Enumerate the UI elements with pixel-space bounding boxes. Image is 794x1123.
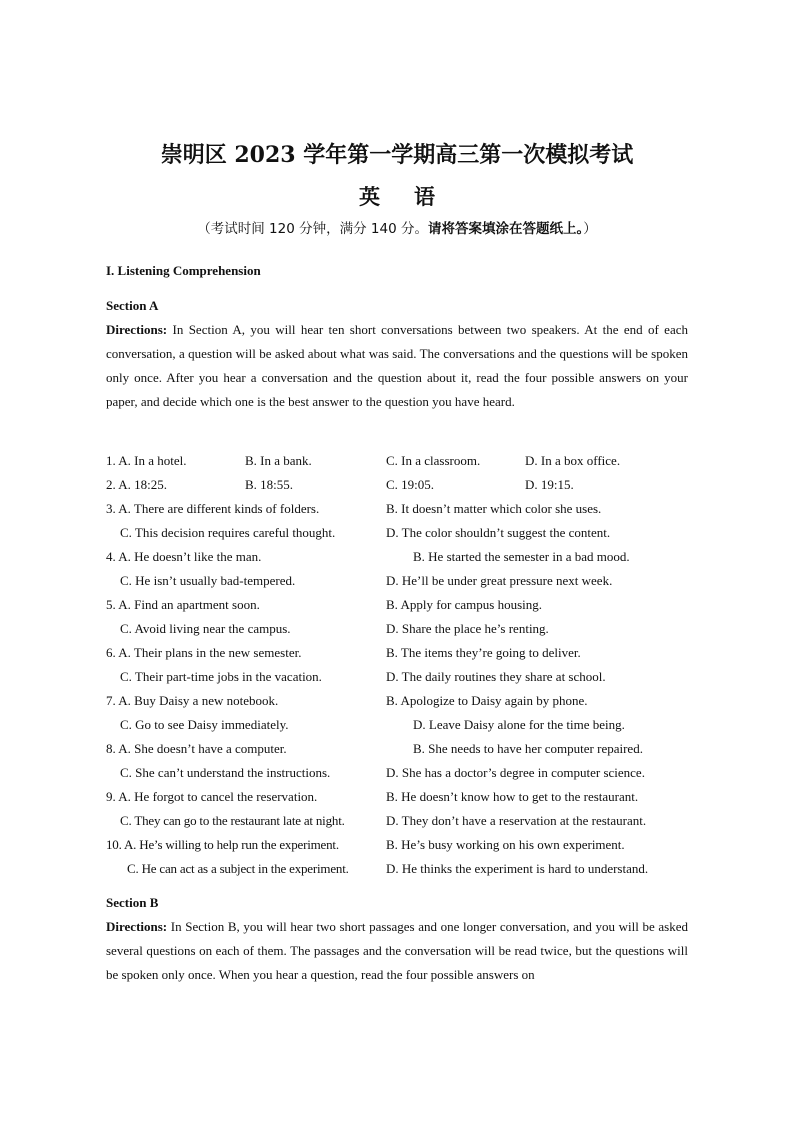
q6-option-a: 6. A. Their plans in the new semester. (106, 645, 302, 660)
q4-option-b: B. He started the semester in a bad mood. (413, 549, 630, 564)
q2-option-d: D. 19:15. (525, 477, 574, 492)
q3-option-a: 3. A. There are different kinds of folders. (106, 501, 320, 516)
q3-option-d: D. The color shouldn’t suggest the content. (386, 525, 611, 540)
note-bold: 请将答案填涂在答题纸上。 (427, 221, 584, 237)
q8-option-b: B. She needs to have her computer repaired. (413, 741, 643, 756)
q6-option-c: C. Their part-time jobs in the vacation. (120, 669, 322, 684)
subject-title (0, 181, 794, 211)
q9-option-b: B. He doesn’t know how to get to the restaurant. (386, 789, 639, 804)
q8-option-a: 8. A. She doesn’t have a computer. (106, 741, 287, 756)
subject-char-2: 语 (414, 184, 435, 209)
q10-option-c: C. He can act as a subject in the experiment. (127, 861, 349, 876)
q10-option-d: D. He thinks the experiment is hard to understand. (386, 861, 649, 876)
q2-option-c: C. 19:05. (386, 477, 435, 492)
q5-option-c: C. Avoid living near the campus. (120, 621, 291, 636)
q1-option-b: B. In a bank. (245, 453, 312, 468)
q6-option-b: B. The items they’re going to deliver. (386, 645, 581, 660)
q4-option-a: 4. A. He doesn’t like the man. (106, 549, 262, 564)
section-b-directions-text: In Section B, you will hear two short passages and one longer conversation, and you will be asked several questions on each of them. The passages and the conversation will be read twice, but the questions will be spoken only once. When you hear a question, read the four possible answers on (106, 919, 688, 982)
note-plain: （考试时间 120 分钟，满分 140 分。 (197, 221, 428, 237)
q4-option-d: D. He’ll be under great pressure next week. (386, 573, 613, 588)
q8-option-c: C. She can’t understand the instructions. (120, 765, 331, 780)
section-b-heading: Section B (106, 895, 159, 910)
q1-option-a: 1. A. In a hotel. (106, 453, 187, 468)
q3-option-b: B. It doesn’t matter which color she uses. (386, 501, 602, 516)
q6-option-d: D. The daily routines they share at school. (386, 669, 606, 684)
q7-option-a: 7. A. Buy Daisy a new notebook. (106, 693, 279, 708)
q10-option-b: B. He’s busy working on his own experiment. (386, 837, 625, 852)
exam-note (0, 217, 794, 237)
q9-option-a: 9. A. He forgot to cancel the reservation. (106, 789, 318, 804)
part-heading: I. Listening Comprehension (106, 263, 261, 278)
q5-option-b: B. Apply for campus housing. (386, 597, 542, 612)
q5-option-d: D. Share the place he’s renting. (386, 621, 549, 636)
q8-option-d: D. She has a doctor’s degree in computer science. (386, 765, 645, 780)
q9-option-d: D. They don’t have a reservation at the restaurant. (386, 813, 647, 828)
q2-option-a: 2. A. 18:25. (106, 477, 168, 492)
q1-option-c: C. In a classroom. (386, 453, 481, 468)
subject-char-1: 英 (359, 184, 380, 209)
section-b-directions (106, 915, 688, 987)
q7-option-b: B. Apologize to Daisy again by phone. (386, 693, 588, 708)
section-a-directions-label: Directions: (106, 322, 168, 337)
q2-option-b: B. 18:55. (245, 477, 294, 492)
q7-option-c: C. Go to see Daisy immediately. (120, 717, 289, 732)
section-b-directions-label: Directions: (106, 919, 168, 934)
q7-option-d: D. Leave Daisy alone for the time being. (413, 717, 625, 732)
q10-option-a: 10. A. He’s willing to help run the experiment. (106, 837, 339, 852)
section-a-heading: Section A (106, 298, 159, 313)
section-a-directions-text: In Section A, you will hear ten short conversations between two speakers. At the end of each conversation, a question will be asked about what was said. The conversations and the questions will be spoken only once. After you hear a conversation and the question about it, read the four possible answers on your paper, and decide which one is the best answer to the question you have heard. (106, 322, 688, 409)
note-end: ） (583, 221, 597, 237)
q9-option-c: C. They can go to the restaurant late at night. (120, 813, 345, 828)
section-a-directions (106, 318, 688, 414)
q1-option-d: D. In a box office. (525, 453, 621, 468)
exam-title: 崇明区 2023 学年第一学期高三第一次模拟考试 (160, 142, 634, 168)
q4-option-c: C. He isn’t usually bad-tempered. (120, 573, 296, 588)
q3-option-c: C. This decision requires careful thought. (120, 525, 336, 540)
q5-option-a: 5. A. Find an apartment soon. (106, 597, 260, 612)
